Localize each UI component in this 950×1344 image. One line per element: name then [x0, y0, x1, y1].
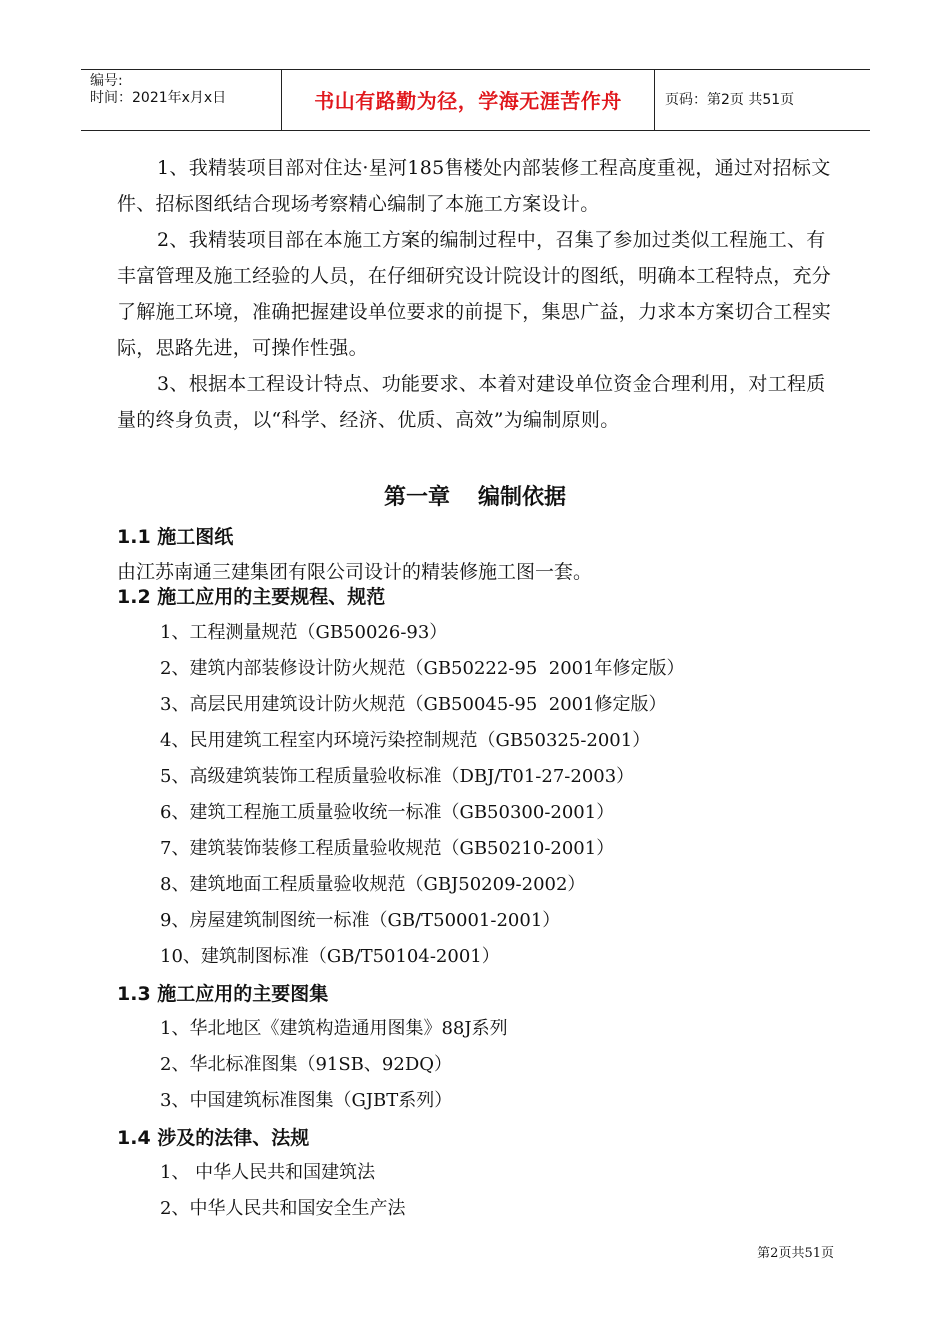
section-heading-1-3: 1.3 施工应用的主要图集: [117, 983, 329, 1005]
list-item: 2、华北标准图集（91SB、92DQ）: [160, 1054, 453, 1075]
document-number-label: 编号:: [90, 73, 123, 89]
header-page-cell: [655, 70, 870, 130]
list-item: 7、建筑装饰装修工程质量验收规范（GB50210-2001）: [160, 838, 615, 859]
header-meta-cell: [81, 70, 282, 130]
header-page-number: 页码：第2页 共51页: [665, 92, 795, 108]
list-item: 6、建筑工程施工质量验收统一标准（GB50300-2001）: [160, 802, 615, 823]
intro-paragraph-1: 1、我精装项目部对住达·星河185售楼处内部装修工程高度重视，通过对招标文件、招标图纸结合现场考察精心编制了本施工方案设计。: [117, 157, 831, 215]
chapter-title: 编制依据: [478, 485, 567, 510]
header-motto-cell: [282, 70, 655, 130]
section-heading-1-4: 1.4 涉及的法律、法规: [117, 1127, 310, 1149]
section-heading-1-2: 1.2 施工应用的主要规程、规范: [117, 586, 386, 608]
section-heading-1-1: 1.1 施工图纸: [117, 526, 234, 548]
list-item: 8、建筑地面工程质量验收规范（GBJ50209-2002）: [160, 874, 586, 895]
section-1-1-text: 由江苏南通三建集团有限公司设计的精装修施工图一套。: [117, 561, 593, 583]
list-item: 1、 中华人民共和国建筑法: [160, 1162, 376, 1183]
document-time-label: 时间：2021年x月x日: [90, 90, 227, 106]
chapter-number: 第一章: [383, 485, 450, 510]
list-item: 2、中华人民共和国安全生产法: [160, 1198, 406, 1219]
list-item: 3、高层民用建筑设计防火规范（GB50045-95 2001修定版）: [160, 694, 667, 715]
header-motto: 书山有路勤为径，学海无涯苦作舟: [314, 89, 622, 113]
list-item: 5、高级建筑装饰工程质量验收标准（DBJ/T01-27-2003）: [160, 766, 635, 787]
intro-paragraph-2: 2、我精装项目部在本施工方案的编制过程中，召集了参加过类似工程施工、有丰富管理及施工经验的人员，在仔细研究设计院设计的图纸，明确本工程特点，充分了解施工环境，准确把握建设单位要求的前提下，集思广益，力求本方案切合工程实际，思路先进，可操作性强。: [117, 229, 832, 359]
list-item: 3、中国建筑标准图集（GJBT系列）: [160, 1090, 453, 1111]
list-item: 9、房屋建筑制图统一标准（GB/T50001-2001）: [160, 910, 561, 931]
list-item: 1、工程测量规范（GB50026-93）: [160, 622, 448, 643]
page-footer: 第2页共51页: [757, 1246, 834, 1261]
list-item: 10、建筑制图标准（GB/T50104-2001）: [160, 946, 500, 967]
intro-paragraph-3: 3、根据本工程设计特点、功能要求、本着对建设单位资金合理利用，对工程质量的终身负责，以“科学、经济、优质、高效”为编制原则。: [117, 373, 826, 431]
chapter-heading: [0, 483, 950, 513]
list-item: 1、华北地区《建筑构造通用图集》88J系列: [160, 1018, 508, 1039]
list-item: 4、民用建筑工程室内环境污染控制规范（GB50325-2001）: [160, 730, 651, 751]
page-header: [81, 69, 870, 131]
list-item: 2、建筑内部装修设计防火规范（GB50222-95 2001年修定版）: [160, 658, 685, 679]
